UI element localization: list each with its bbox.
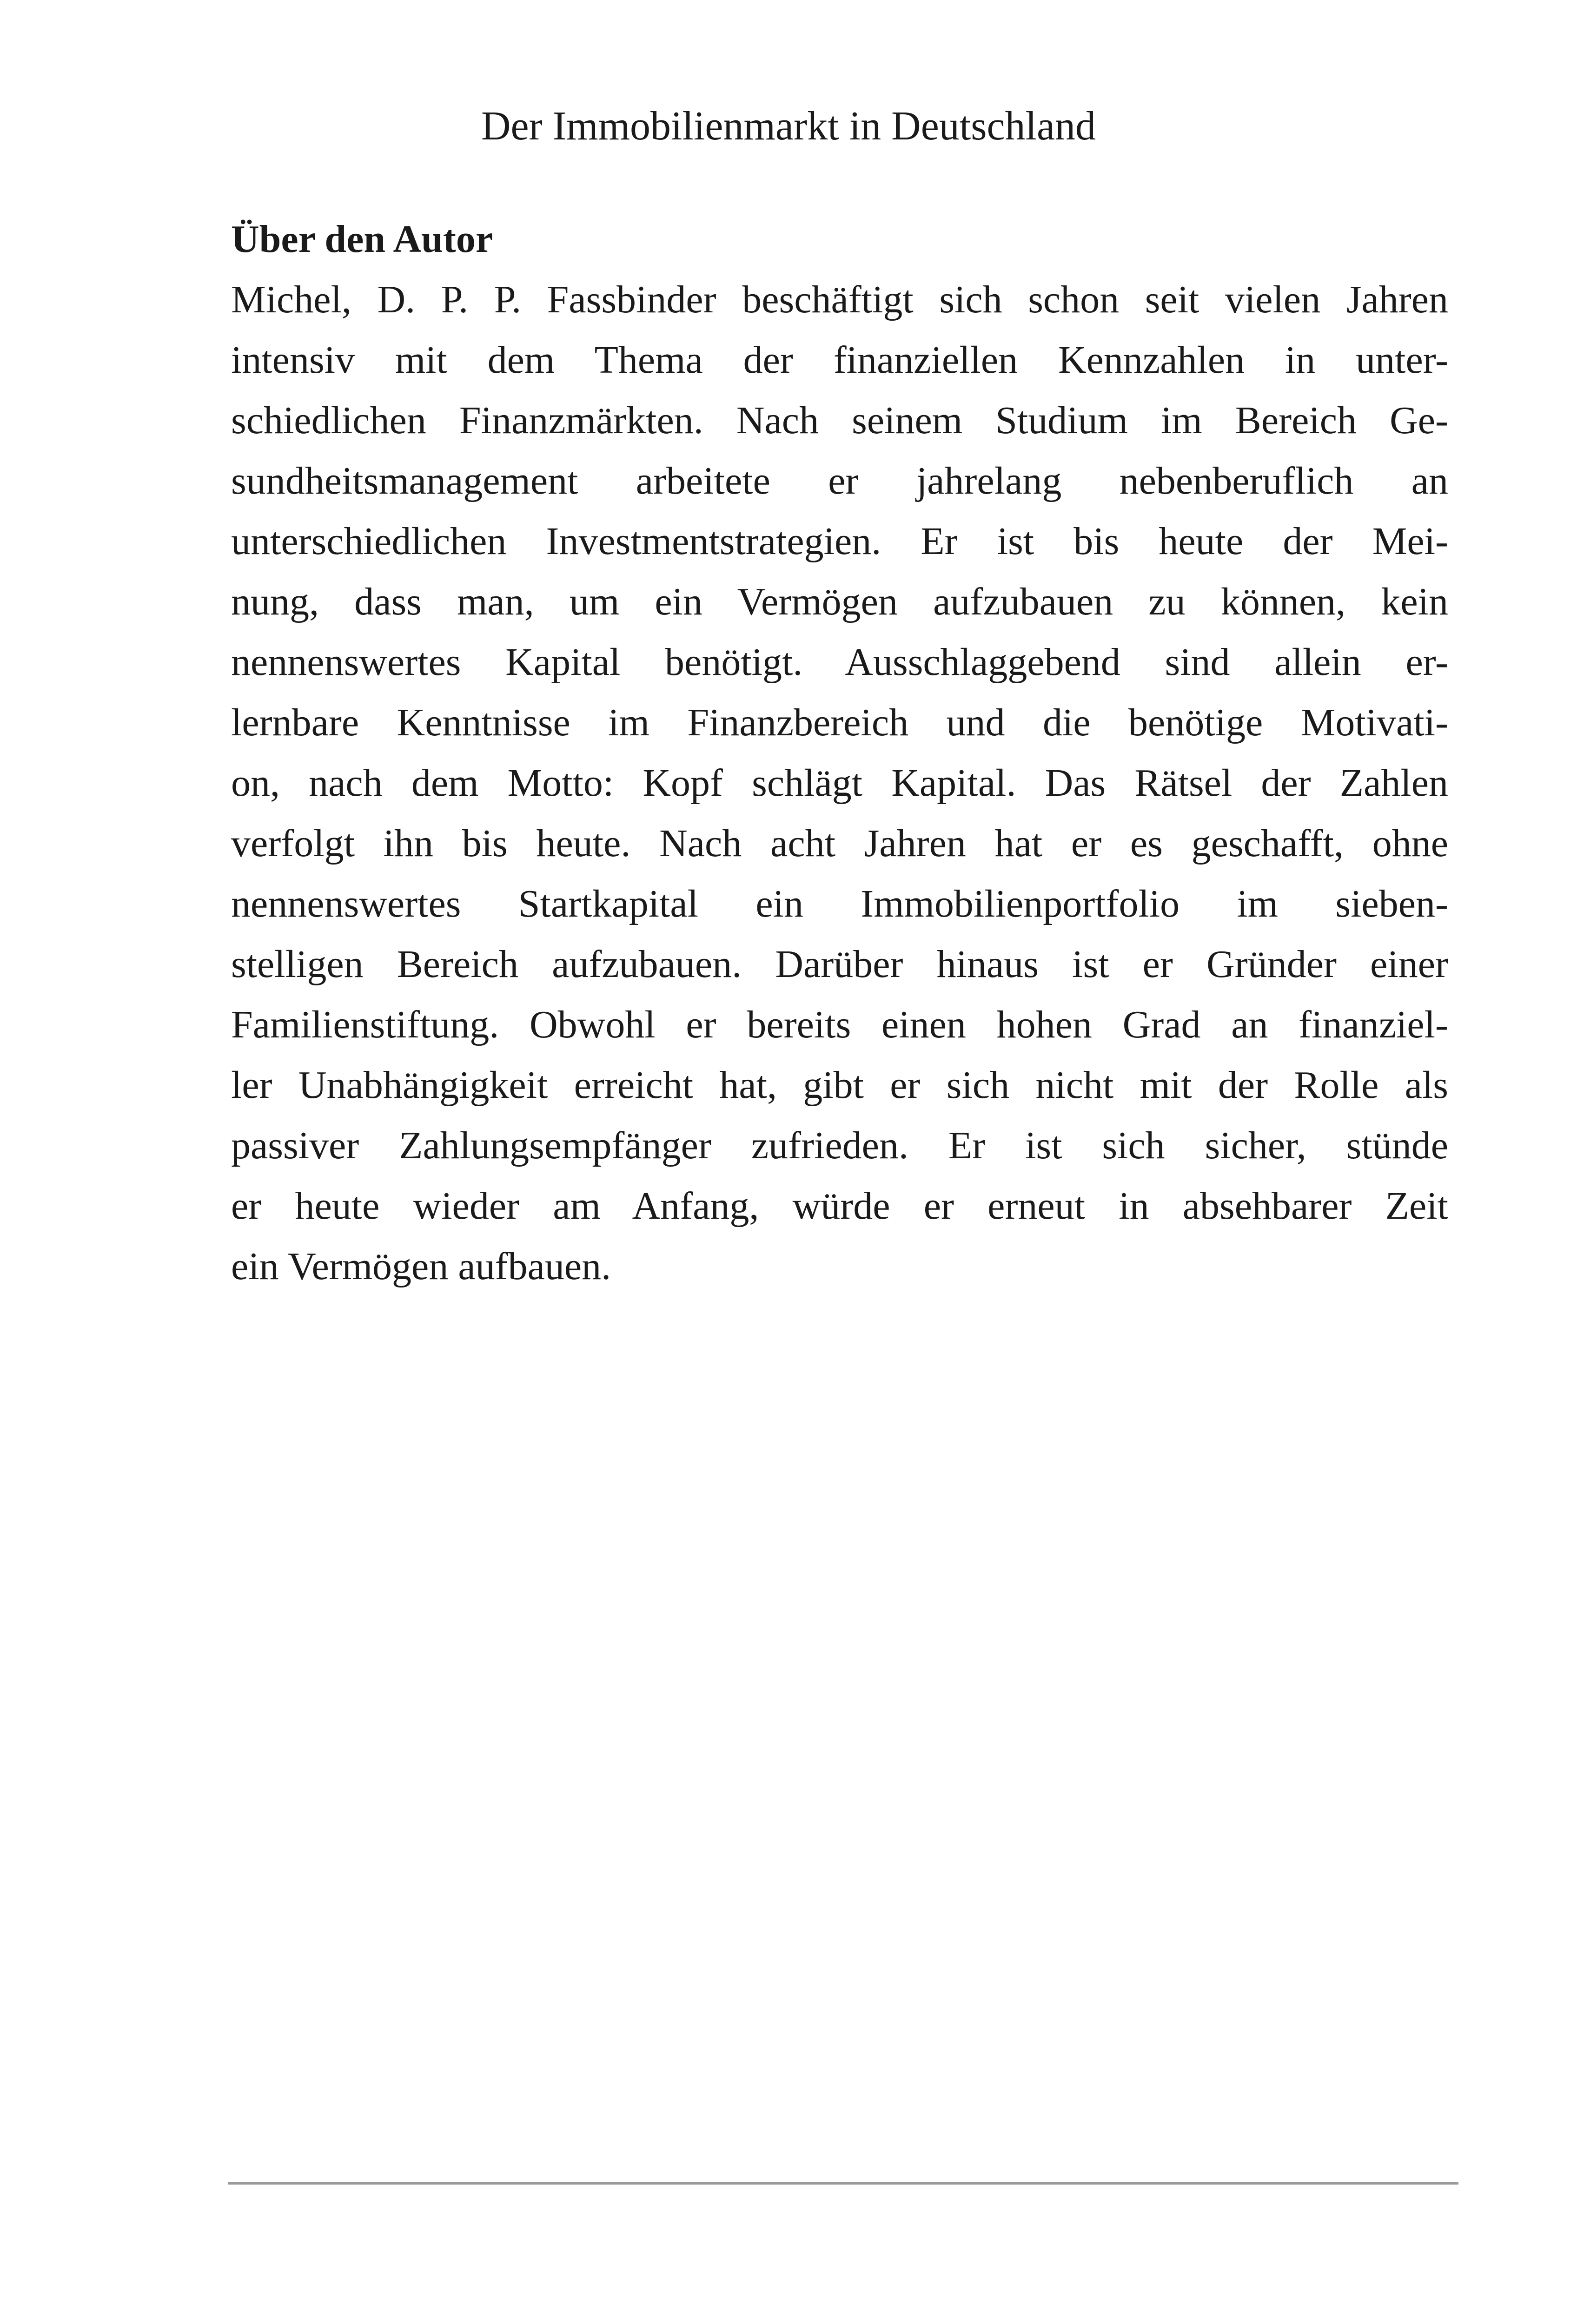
bio-line: verfolgt ihn bis heute. Nach acht Jahren hat er es geschafft, ohne <box>231 822 1448 865</box>
bio-line: schiedlichen Finanzmärkten. Nach seinem Studium im Bereich Ge- <box>231 399 1448 442</box>
bio-line: passiver Zahlungsempfänger zufrieden. Er ist sich sicher, stünde <box>231 1124 1448 1167</box>
bio-line: unterschiedlichen Investmentstrategien. Er ist bis heute der Mei- <box>231 520 1448 563</box>
bio-line: nennenswertes Kapital benötigt. Ausschlaggebend sind allein er- <box>231 640 1448 684</box>
running-header: Der Immobilienmarkt in Deutschland <box>481 104 1096 149</box>
bio-line: stelligen Bereich aufzubauen. Darüber hinaus ist er Gründer einer <box>231 943 1448 986</box>
bio-line: intensiv mit dem Thema der finanziellen Kennzahlen in unter- <box>231 338 1448 382</box>
bio-line: ler Unabhängigkeit erreicht hat, gibt er sich nicht mit der Rolle als <box>231 1063 1448 1107</box>
bio-line: on, nach dem Motto: Kopf schlägt Kapital. Das Rätsel der Zahlen <box>231 761 1448 805</box>
footer-rule <box>228 2182 1458 2185</box>
bio-line: lernbare Kenntnisse im Finanzbereich und die benötige Motivati- <box>231 701 1448 744</box>
bio-line: Michel, D. P. P. Fassbinder beschäftigt sich schon seit vielen Jahren <box>231 278 1448 321</box>
bio-line: sundheitsmanagement arbeitete er jahrelang nebenberuflich an <box>231 459 1448 502</box>
bio-line: ein Vermögen aufbauen. <box>231 1245 611 1288</box>
bio-line: er heute wieder am Anfang, würde er erneut in absehbarer Zeit <box>231 1184 1448 1228</box>
section-heading: Über den Autor <box>231 218 493 261</box>
bio-line: nennenswertes Startkapital ein Immobilienportfolio im sieben- <box>231 882 1448 925</box>
bio-line: nung, dass man, um ein Vermögen aufzubauen zu können, kein <box>231 580 1448 623</box>
author-bio <box>231 270 1448 1297</box>
author-section <box>231 209 1448 1297</box>
bio-line: Familienstiftung. Obwohl er bereits einen hohen Grad an finanziel- <box>231 1003 1448 1046</box>
